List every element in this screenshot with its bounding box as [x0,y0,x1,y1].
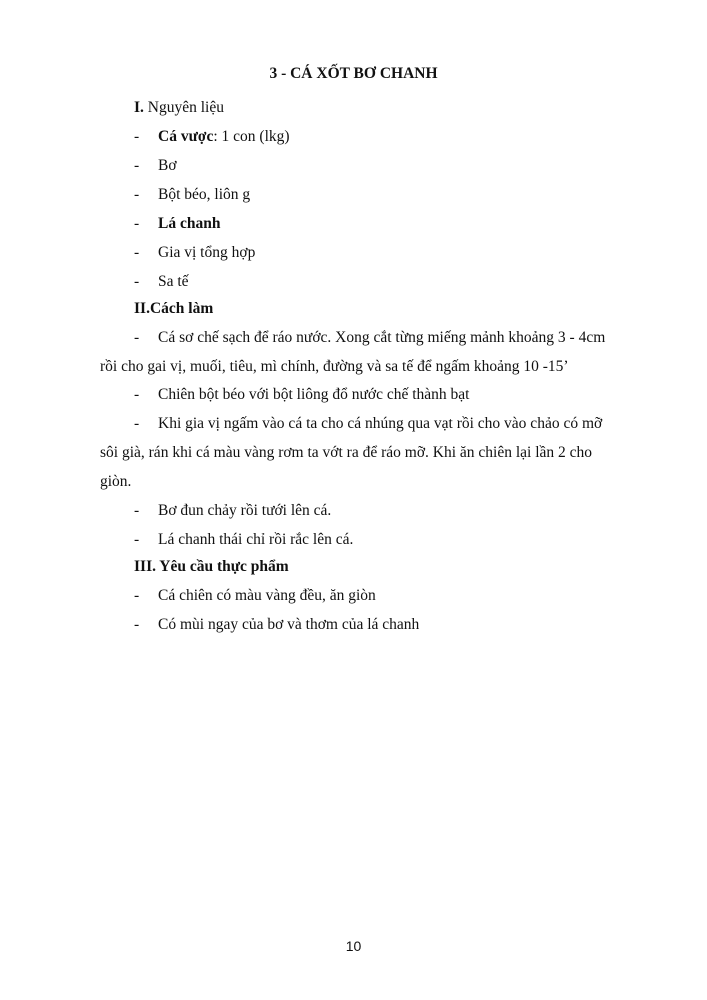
ingredient-bold: Lá chanh [158,215,221,232]
ingredient-item [134,272,189,292]
bullet-dash: - [134,157,140,174]
method-continuation: rồi cho gai vị, muối, tiêu, mì chính, đường và sa tế để ngấm khoảng 10 -15’ [100,358,569,375]
bullet-dash: - [134,215,140,232]
section-heading-method: II.Cách làm [134,300,214,317]
bullet-dash: - [134,273,140,290]
method-text: Cá sơ chế sạch để ráo nước. Xong cắt từng miếng mảnh khoảng 3 - 4cm [158,329,606,346]
bullet-dash: - [134,502,140,519]
method-text: Lá chanh thái chỉ rồi rắc lên cá. [158,531,354,548]
section-heading-requirements: III. Yêu cầu thực phẩm [134,558,289,575]
bullet-dash: - [134,329,140,346]
method-step [134,414,602,434]
requirement-item [134,615,419,635]
bullet-dash: - [134,186,140,203]
bullet-dash: - [134,415,140,432]
bullet-dash: - [134,616,140,633]
method-step [134,385,470,405]
requirement-text: Cá chiên có màu vàng đều, ăn giòn [158,587,376,604]
ingredient-item [134,185,250,205]
heading-number: I. [134,99,144,116]
method-step [134,328,605,348]
requirement-item [134,586,376,606]
method-text: Khi gia vị ngấm vào cá ta cho cá nhúng qua vạt rồi cho vào chảo có mỡ [158,415,603,432]
section-heading-ingredients [134,98,224,118]
ingredient-item [134,243,255,263]
ingredient-text: Gia vị tổng hợp [158,244,256,261]
ingredient-bold: Cá vược [158,128,214,145]
ingredient-item [134,127,290,147]
method-text: Chiên bột béo với bột liông đổ nước chế thành bạt [158,386,470,403]
ingredient-text: Bơ [158,157,177,174]
bullet-dash: - [134,386,140,403]
ingredient-text: Bột béo, liôn g [158,186,251,203]
bullet-dash: - [134,128,140,145]
page-number: 10 [345,938,362,954]
method-text: Bơ đun chảy rồi tưới lên cá. [158,502,332,519]
bullet-dash: - [134,244,140,261]
method-continuation: sôi già, rán khi cá màu vàng rơm ta vớt ra để ráo mỡ. Khi ăn chiên lại lần 2 cho [100,444,593,461]
method-step [134,530,353,550]
heading-text: Nguyên liệu [143,99,224,116]
method-continuation: giòn. [100,473,132,490]
recipe-title: 3 - CÁ XỐT BƠ CHANH [269,65,438,82]
ingredient-item [134,156,177,176]
bullet-dash: - [134,531,140,548]
requirement-text: Có mùi ngay của bơ và thơm của lá chanh [158,616,420,633]
bullet-dash: - [134,587,140,604]
ingredient-text: : 1 con (lkg) [213,128,290,145]
ingredient-text: Sa tế [158,273,189,290]
method-step [134,501,331,521]
ingredient-item [134,214,220,234]
